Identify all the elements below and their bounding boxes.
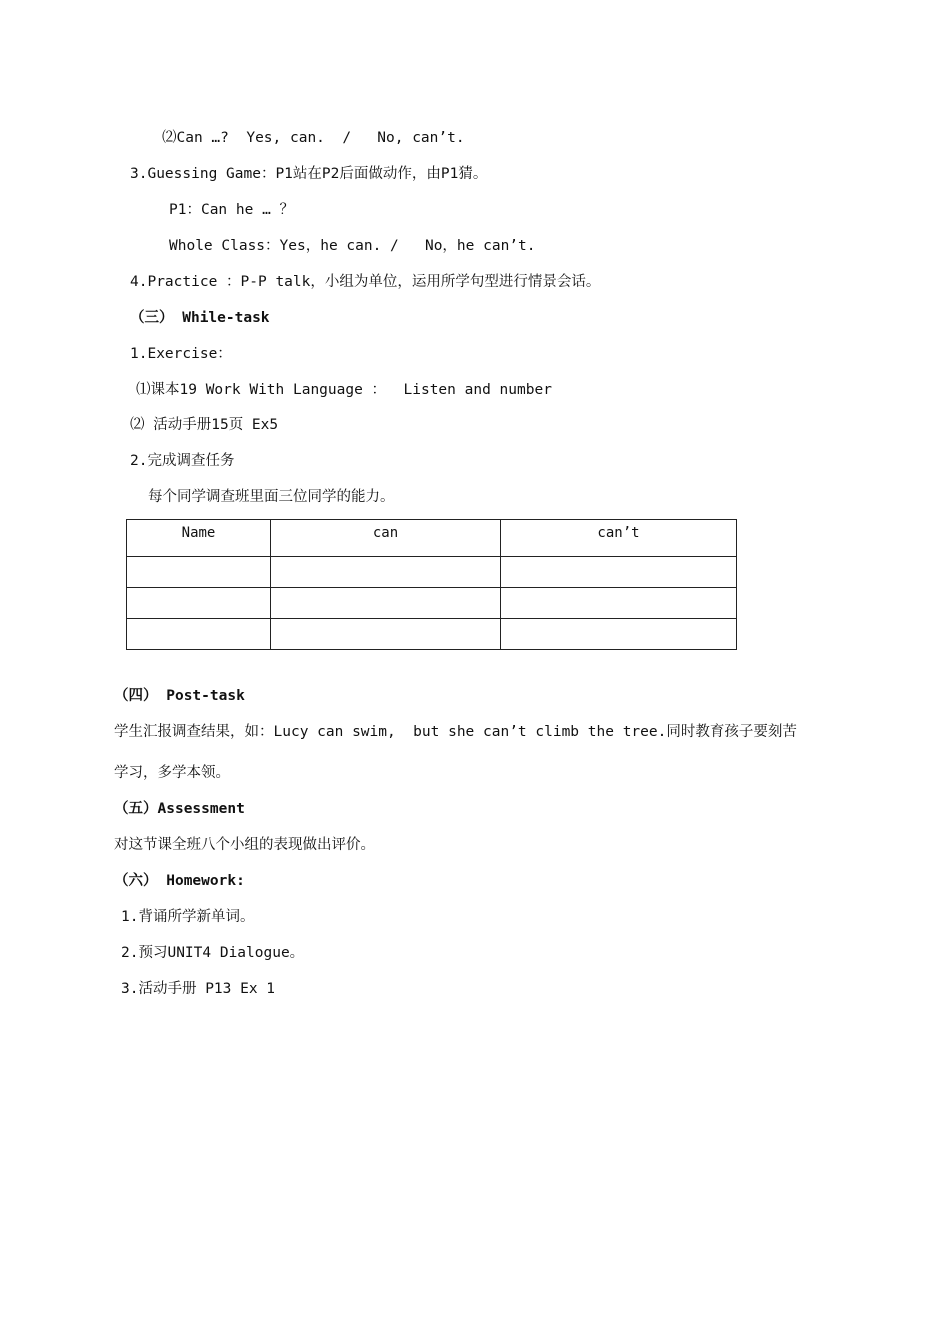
section-heading-post-task: （四） Post-task [114,688,245,704]
table-cell[interactable] [271,619,501,650]
table-cell[interactable] [501,588,737,619]
text-line-report: 学生汇报调查结果，如：Lucy can swim, but she can’t climb the tree.同时教育孩子要刻苦 [114,724,797,740]
text-line-exercise: 1.Exercise： [130,346,232,362]
text-line-p1-question: P1：Can he … ？ [169,202,295,218]
survey-table [126,519,737,650]
text-line-report-continued: 学习，多学本领。 [114,765,230,781]
text-line-whole-class: Whole Class：Yes，he can. / No，he can’t. [169,238,536,254]
table-cell[interactable] [127,619,271,650]
text-line-homework-2: 2.预习UNIT4 Dialogue。 [121,945,305,961]
table-row [127,619,737,650]
text-line-textbook: ⑴课本19 Work With Language ： Listen and number [136,382,552,398]
column-header-name: Name [127,520,271,557]
table-cell[interactable] [271,588,501,619]
table-header-row [127,520,737,557]
text-line-survey-description: 每个同学调查班里面三位同学的能力。 [148,489,395,505]
table-cell[interactable] [127,557,271,588]
text-line-activity-book: ⑵ 活动手册15页 Ex5 [130,417,279,433]
text-line-homework-3: 3.活动手册 P13 Ex 1 [121,981,276,997]
table-cell[interactable] [501,557,737,588]
section-heading-assessment: （五）Assessment [114,801,245,817]
table-cell[interactable] [271,557,501,588]
section-heading-while-task: （三） While-task [130,310,270,326]
column-header-cant: can’t [501,520,737,557]
text-line-guessing-game: 3.Guessing Game：P1站在P2后面做动作，由P1猜。 [130,166,488,182]
text-line-can-answer: ⑵Can …? Yes, can. / No, can’t. [162,130,465,146]
table-cell[interactable] [127,588,271,619]
table-cell[interactable] [501,619,737,650]
text-line-assessment: 对这节课全班八个小组的表现做出评价。 [114,837,375,853]
section-heading-homework: （六） Homework: [114,873,245,889]
text-line-practice: 4.Practice ：P-P talk，小组为单位，运用所学句型进行情景会话。 [130,274,601,290]
text-line-homework-1: 1.背诵所学新单词。 [121,909,255,925]
table-row [127,557,737,588]
text-line-survey-task: 2.完成调查任务 [130,453,235,469]
table-row [127,588,737,619]
column-header-can: can [271,520,501,557]
